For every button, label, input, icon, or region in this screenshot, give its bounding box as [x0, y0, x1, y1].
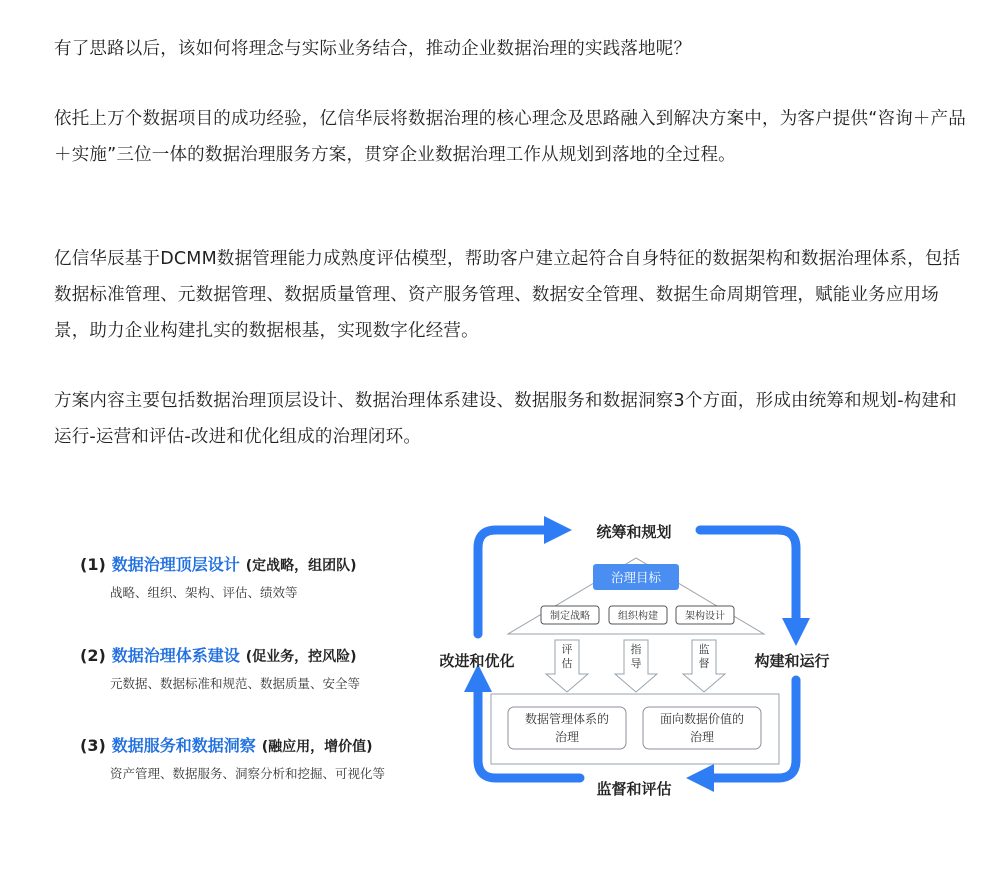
figure-item-desc: 资产管理、数据服务、洞察分析和挖掘、可视化等 [110, 766, 386, 781]
figure-item-desc: 战略、组织、架构、评估、绩效等 [110, 585, 298, 600]
paragraph-4: 方案内容主要包括数据治理顶层设计、数据治理体系建设、数据服务和数据洞察3个方面，形成由统筹和规划-构建和运行-运营和评估-改进和优化组成的治理闭环。 [54, 391, 957, 447]
down-arrow-label: 评 [561, 643, 573, 656]
paragraph-2: 依托上万个数据项目的成功经验，亿信华辰将数据治理的核心理念及思路融入到解决方案中，为客户提供“咨询＋产品＋实施”三位一体的数据治理服务方案，贯穿企业数据治理工作从规划到落地的全过程。 [54, 109, 966, 165]
foundation-box-line1: 面向数据价值的 [659, 712, 745, 726]
figure-item-number: (3) [80, 736, 106, 755]
figure-item-heading: 数据治理顶层设计 [111, 555, 240, 574]
governance-goal-label: 治理目标 [610, 570, 662, 585]
figure-item-note: (定战略，组团队) [245, 558, 357, 574]
arrowhead-bottom-icon [686, 764, 714, 792]
foundation-box-line2: 治理 [689, 730, 715, 744]
arrowhead-top-icon [544, 516, 572, 544]
down-arrow-label: 估 [561, 657, 573, 670]
down-arrow-label: 督 [698, 657, 710, 670]
arrowhead-right-icon [782, 618, 810, 646]
figure-item-note: (融应用，增价值) [261, 739, 373, 755]
figure-item-number: (1) [80, 555, 106, 574]
foundation-box-line2: 治理 [554, 730, 580, 744]
pillar-label: 制定战略 [550, 611, 590, 622]
figure-item-heading: 数据治理体系建设 [111, 646, 240, 665]
cycle-label-right: 构建和运行 [754, 652, 830, 670]
cycle-label-bottom: 监督和评估 [596, 780, 672, 798]
paragraph-3: 亿信华辰基于DCMM数据管理能力成熟度评估模型，帮助客户建立起符合自身特征的数据架构和数据治理体系，包括数据标准管理、元数据管理、数据质量管理、资产服务管理、数据安全管理、数据生命周期管理，赋能业务应用场景，助力企业构建扎实的数据根基，实现数字化经营。 [54, 249, 961, 341]
figure-item-heading: 数据服务和数据洞察 [111, 736, 256, 755]
pillar-label: 组织构建 [618, 611, 658, 622]
down-arrow-label: 指 [630, 643, 642, 656]
paragraph-1: 有了思路以后，该如何将理念与实际业务结合，推动企业数据治理的实践落地呢？ [54, 39, 692, 59]
foundation-box-line1: 数据管理体系的 [524, 712, 610, 726]
figure-item-desc: 元数据、数据标准和规范、数据质量、安全等 [110, 676, 361, 691]
cycle-label-left: 改进和优化 [439, 652, 515, 670]
cycle-label-top: 统筹和规划 [596, 523, 672, 541]
figure-item-number: (2) [80, 646, 106, 665]
pillar-label: 架构设计 [685, 611, 725, 622]
down-arrow-label: 导 [630, 657, 642, 670]
figure-item-note: (促业务，控风险) [245, 649, 357, 665]
down-arrow-label: 监 [698, 643, 710, 656]
